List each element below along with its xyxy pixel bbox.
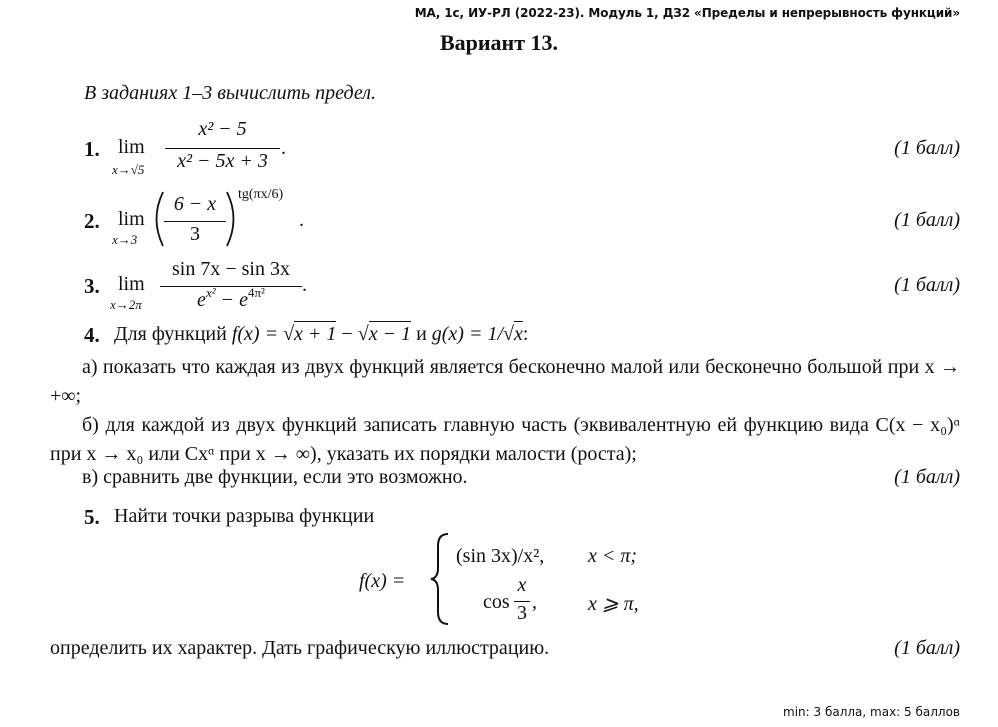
fraction-bar xyxy=(160,286,302,287)
period: . xyxy=(299,209,304,231)
lim-operator: lim xyxy=(118,208,145,230)
problem-4-part-b: б) для каждой из двух функций записать главную часть (эквивалентную ей функцию вида C(x − x₀)ᵅ при x → x₀ или Cxᵅ при x → ∞), указать их порядки малости (роста); xyxy=(50,414,960,465)
sqrt-arg-2: x − 1 xyxy=(368,323,412,345)
case-2-numerator-text: x xyxy=(517,574,527,596)
problem-4-part-v: в) сравнить две функции, если это возможно. xyxy=(82,466,468,488)
g-def: g(x) = 1/ xyxy=(431,323,504,345)
problem-number: 2. xyxy=(84,209,100,233)
intro-text: Для функций xyxy=(114,323,232,345)
points-label: (1 балл) xyxy=(894,209,960,231)
problem-number: 3. xyxy=(84,274,100,298)
problem-4-statement: Для функций f(x) = √x + 1 − √x − 1 и g(x) = 1/√x: xyxy=(114,323,529,345)
score-summary: min: 3 балла, max: 5 баллов xyxy=(783,705,960,719)
colon: : xyxy=(522,323,529,345)
denominator-text: 3 xyxy=(190,223,200,245)
fraction-bar xyxy=(164,221,226,222)
case-1-condition: x < π; xyxy=(588,545,638,567)
fraction-numerator xyxy=(164,193,226,216)
points-label: (1 балл) xyxy=(894,137,960,159)
numerator-text: 6 − x xyxy=(173,193,217,215)
problem-5-continuation: определить их характер. Дать графическую иллюстрацию. xyxy=(50,637,550,659)
lim-operator: lim xyxy=(118,273,145,295)
denominator-text: x² − 5x + 3 xyxy=(177,150,268,172)
fraction-numerator xyxy=(165,118,280,141)
points-label: (1 балл) xyxy=(894,637,960,659)
case-1-expression: (sin 3x)/x², xyxy=(456,545,545,567)
problem-4-part-a: а) показать что каждая из двух функций является бесконечно малой или бесконечно большой при x → +∞; xyxy=(50,356,960,407)
denominator-mid: − e xyxy=(215,289,248,311)
period: . xyxy=(302,274,307,296)
numerator-text: sin 7x − sin 3x xyxy=(172,258,290,280)
case-2-denominator-text: 3 xyxy=(517,602,527,624)
lim-operator: lim xyxy=(118,136,145,158)
case-2-numerator xyxy=(514,574,530,597)
sqrt-arg-1: x + 1 xyxy=(294,323,337,345)
denominator-exp-2: 4π² xyxy=(247,285,265,300)
case-2-comma: , xyxy=(532,591,537,613)
problem-5-statement: Найти точки разрыва функции xyxy=(114,505,375,527)
points-label: (1 балл) xyxy=(894,274,960,296)
problem-number: 4. xyxy=(84,323,100,347)
minus-sign: − xyxy=(336,323,358,345)
fraction-bar xyxy=(165,148,280,149)
problem-number: 1. xyxy=(84,137,100,161)
exponent: tg(πx/6) xyxy=(238,187,284,202)
denominator-base: e xyxy=(197,289,206,311)
f-def: f(x) = xyxy=(231,323,284,345)
instructions: В заданиях 1–3 вычислить предел. xyxy=(84,82,376,104)
case-2-denominator xyxy=(514,602,530,625)
fraction-denominator xyxy=(160,285,302,312)
and-text: и xyxy=(411,323,432,345)
lim-subscript: x→3 xyxy=(112,232,138,247)
sqrt-arg-3: x xyxy=(514,323,523,345)
numerator-text: x² − 5 xyxy=(198,118,247,140)
denominator-exp-1: x² xyxy=(205,285,216,300)
points-label: (1 балл) xyxy=(894,466,960,488)
course-header: МА, 1с, ИУ-РЛ (2022-23). Модуль 1, ДЗ2 «Пределы и непрерывность функций» xyxy=(414,6,960,20)
problem-number: 5. xyxy=(84,505,100,529)
fraction-numerator xyxy=(160,258,302,281)
function-name: f(x) = xyxy=(359,570,406,592)
case-2-cos: cos xyxy=(483,591,510,613)
variant-title: Вариант 13. xyxy=(439,30,559,55)
period: . xyxy=(281,137,286,159)
left-brace xyxy=(428,532,452,626)
fraction-denominator xyxy=(165,150,280,173)
lim-subscript: x→2π xyxy=(110,297,142,312)
case-2-condition: x ⩾ π, xyxy=(588,593,639,615)
fraction-denominator xyxy=(164,223,226,246)
lim-subscript: x→√5 xyxy=(112,162,145,177)
